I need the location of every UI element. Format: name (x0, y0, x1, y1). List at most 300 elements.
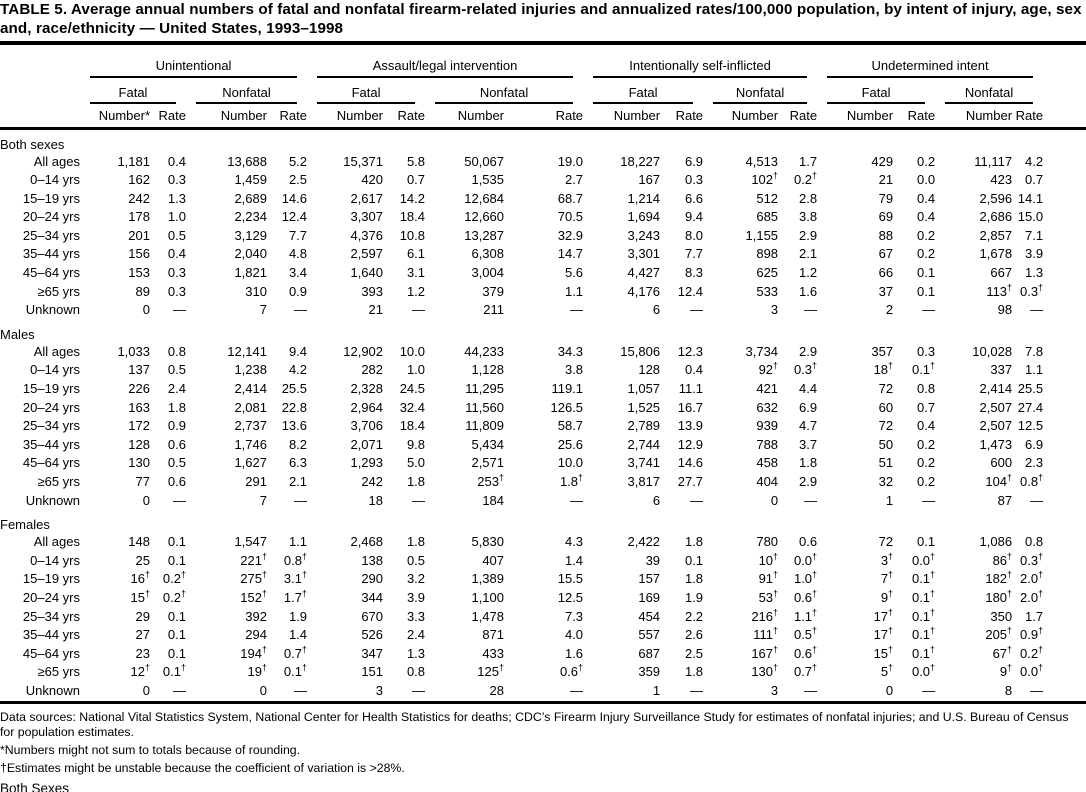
cell: 3,734 (745, 343, 779, 359)
cell: 21 (368, 302, 384, 318)
cell: 172 (128, 418, 150, 434)
cell: — (1030, 492, 1044, 508)
column-header: Number (425, 104, 504, 128)
cell: 423 (990, 172, 1013, 188)
row-label: 35–44 yrs (22, 627, 80, 643)
header-spacer (0, 104, 80, 128)
row-label: 25–34 yrs (22, 227, 80, 243)
table-row (0, 283, 1086, 302)
cell: 625 (756, 265, 779, 281)
cell: 0.1† (911, 644, 936, 661)
cell: 1,128 (471, 362, 505, 378)
cell: 5.2 (288, 153, 308, 169)
cell: 1 (652, 682, 661, 698)
cell: 0.1 (916, 283, 936, 299)
dagger-footnote-marker: † (1038, 663, 1044, 674)
column-header: Rate (1012, 104, 1043, 128)
dagger-footnote-marker: † (930, 625, 936, 636)
cell: 1.2 (798, 265, 818, 281)
cell: 8.3 (684, 265, 704, 281)
cell: 667 (990, 265, 1013, 281)
cell: 0.2† (793, 170, 818, 188)
cell: 12.9 (677, 436, 704, 452)
cell: 1.8† (559, 472, 584, 489)
cell: 871 (482, 627, 505, 643)
cell: 685 (756, 209, 779, 225)
dagger-footnote-marker: † (773, 625, 779, 636)
cell: 5† (880, 663, 894, 680)
intent-group-label: Intentionally self-inflicted (593, 58, 807, 78)
cell: 379 (482, 283, 505, 299)
cell: — (412, 492, 426, 508)
cell: 337 (990, 362, 1013, 378)
cell: 359 (638, 664, 661, 680)
cell: 557 (638, 627, 661, 643)
cell: 0.1 (167, 627, 186, 643)
dagger-footnote-marker: † (888, 551, 894, 562)
cell: 163 (128, 399, 150, 415)
cell: 10.8 (399, 227, 426, 243)
dagger-footnote-marker: † (302, 588, 308, 599)
cell: 2,081 (234, 399, 267, 415)
cell: 2,596 (979, 190, 1013, 206)
outcome-nonfatal (425, 78, 583, 104)
cell: 151 (361, 664, 384, 680)
cell: 407 (482, 552, 505, 568)
cell: 2.8 (798, 190, 818, 206)
cell: 88 (878, 227, 894, 243)
cell: 5.8 (406, 153, 426, 169)
cell: — (690, 682, 704, 698)
dagger-footnote-marker: † (144, 663, 150, 674)
cell: 421 (756, 381, 779, 397)
cell: 3.8 (798, 209, 818, 225)
dagger-footnote-marker: † (812, 551, 818, 562)
cell: 1.1 (564, 283, 584, 299)
row-spacer (1043, 552, 1086, 571)
cell: 5.6 (564, 265, 584, 281)
cell: 14.1 (1017, 190, 1044, 206)
cell: 350 (990, 608, 1013, 624)
dagger-footnote-marker: † (888, 625, 894, 636)
cell: 1.1 (1025, 362, 1044, 378)
cell: — (570, 682, 584, 698)
cell: 5.0 (406, 455, 426, 471)
dagger-footnote-marker: † (578, 472, 584, 483)
cell: 310 (245, 283, 267, 299)
cell: 111† (753, 625, 779, 643)
cell: 1.3 (1025, 265, 1044, 281)
table-row (0, 608, 1086, 627)
row-spacer (1043, 492, 1086, 511)
intent-group-assault (307, 56, 583, 78)
cell: 77 (135, 474, 150, 489)
row-label: All ages (33, 534, 80, 550)
cell: 15† (873, 644, 894, 661)
cell: 7.3 (564, 608, 584, 624)
cell: 18.4 (399, 209, 426, 225)
cell: — (570, 302, 584, 318)
cell: 1.9 (684, 589, 704, 605)
cell: 0.1 (916, 265, 936, 281)
cell: 2,789 (627, 418, 661, 434)
cell: 11.1 (678, 381, 704, 397)
table-row (0, 589, 1086, 608)
cell: 0.1 (167, 552, 186, 568)
cell: 1.8 (684, 664, 704, 680)
outcome-label: Fatal (827, 85, 925, 104)
cell: 3.3 (406, 608, 426, 624)
cell: 10.0 (557, 455, 584, 471)
cell: 2,597 (350, 246, 384, 262)
cell: 7† (880, 570, 894, 587)
cell: 50,067 (464, 153, 505, 169)
table-row (0, 301, 1086, 320)
cell: 1.8 (406, 534, 426, 550)
cell: 2,040 (234, 246, 267, 262)
section-label: Males (0, 326, 35, 342)
dagger-footnote-marker: † (261, 663, 267, 674)
cell: 1,678 (979, 246, 1013, 262)
cell: 58.7 (557, 418, 584, 434)
cell: 7.1 (1025, 227, 1044, 243)
dagger-footnote-marker: † (812, 663, 818, 674)
cell: 1.0 (167, 209, 186, 225)
dagger-footnote-marker: † (888, 570, 894, 581)
cell: 0.9 (288, 283, 308, 299)
cell: 0 (142, 682, 150, 698)
cell: 1.7† (283, 588, 308, 605)
outcome-label: Nonfatal (713, 85, 807, 104)
table-row (0, 245, 1086, 264)
cell: 6.9 (1025, 436, 1044, 452)
cell: 2,414 (979, 381, 1013, 397)
cell: 6.6 (684, 190, 704, 206)
cell: 0.5 (167, 227, 186, 243)
cell: 0.7 (1025, 172, 1044, 188)
column-header: Rate (893, 104, 935, 128)
cell: 1,293 (350, 455, 384, 471)
cell: 2,507 (979, 399, 1013, 415)
cell: 7 (259, 302, 267, 318)
cell: 898 (756, 246, 779, 262)
cell: 1,086 (979, 534, 1013, 550)
row-label: 0–14 yrs (30, 552, 80, 568)
row-label: ≥65 yrs (37, 474, 80, 489)
cell: 6,308 (471, 246, 505, 262)
cell: — (804, 302, 818, 318)
section-label: Females (0, 517, 50, 533)
cell: 4.2 (1025, 153, 1044, 169)
dagger-footnote-marker: † (1007, 551, 1013, 562)
cell: 216† (751, 607, 779, 624)
row-label: 15–19 yrs (22, 190, 80, 206)
dagger-footnote-marker: † (812, 361, 818, 372)
cell: 87 (997, 492, 1013, 508)
section-label-row (0, 320, 1086, 343)
cell: 0.6 (167, 474, 186, 489)
outcome-fatal (817, 78, 935, 104)
column-header: Rate (267, 104, 307, 128)
cell: 9† (999, 663, 1013, 680)
cell: 0 (259, 682, 267, 698)
cell: 1,214 (627, 190, 661, 206)
cell: 0.3 (167, 265, 186, 281)
cell: 0.0 (916, 172, 936, 188)
section-label-row (0, 128, 1086, 153)
cell: 687 (638, 645, 661, 661)
cell: — (294, 492, 308, 508)
dagger-footnote-marker: † (773, 361, 779, 372)
cell: 2,328 (350, 381, 384, 397)
footnote-data-sources: Data sources: National Vital Statistics System, National Center for Health Statistics for deaths; CDC’s Firearm Injury Surveillance Study for estimates of nonfatal injuries; and U.S. Bureau of Census for population estimates. (0, 709, 1069, 739)
dagger-footnote-marker: † (773, 551, 779, 562)
dagger-footnote-marker: † (773, 607, 779, 618)
cell: 0.4 (684, 362, 704, 378)
dagger-footnote-marker: † (302, 551, 308, 562)
row-spacer (1043, 626, 1086, 645)
cell: 221† (240, 551, 267, 568)
row-label: 20–24 yrs (22, 399, 80, 415)
row-label: 0–14 yrs (30, 362, 80, 378)
cell: 1,535 (471, 172, 505, 188)
dagger-footnote-marker: † (812, 644, 818, 655)
cell: 1,473 (979, 436, 1013, 452)
cell: 2,234 (234, 209, 267, 225)
cell: 25.6 (557, 436, 584, 452)
cell: 27.7 (677, 474, 704, 489)
cell: 0.2 (916, 227, 936, 243)
dagger-footnote-marker: † (1038, 551, 1044, 562)
cell: — (690, 492, 704, 508)
cell: 1,033 (117, 343, 150, 359)
cell: 13.6 (281, 418, 308, 434)
cell: 25.5 (1017, 381, 1044, 397)
cell: — (412, 682, 426, 698)
dagger-footnote-marker: † (302, 644, 308, 655)
outcome-nonfatal (703, 78, 817, 104)
cell: 157 (638, 571, 661, 587)
outcome-label: Nonfatal (945, 85, 1033, 104)
intent-group-undetermined (817, 56, 1043, 78)
cell: 0.6† (559, 663, 584, 680)
cell: 22.8 (281, 399, 308, 415)
cell: 3,243 (627, 227, 661, 243)
cell: 2,744 (627, 436, 661, 452)
cell: 44,233 (464, 343, 505, 359)
cell: 3,301 (627, 246, 661, 262)
cell: 9† (880, 588, 894, 605)
intent-group-label: Unintentional (90, 58, 297, 78)
dagger-footnote-marker: † (1038, 625, 1044, 636)
cell: 167† (751, 644, 779, 661)
cell: 0.2† (1019, 644, 1044, 661)
cell: 0.2 (916, 153, 936, 169)
cell: 2,414 (234, 381, 267, 397)
cell: 1,459 (234, 172, 267, 188)
cell: 0.4 (167, 246, 186, 262)
cell: 458 (756, 455, 779, 471)
cell: 18.4 (399, 418, 426, 434)
cell: 0.7† (283, 644, 308, 661)
cell: 2.9 (798, 474, 818, 489)
cell: 3.2 (406, 571, 426, 587)
dagger-footnote-marker: † (812, 170, 818, 181)
cell: 6.1 (406, 246, 426, 262)
cell: 1,057 (627, 381, 661, 397)
column-header: Number (817, 104, 893, 128)
cell: 91† (758, 570, 779, 587)
column-header: Rate (778, 104, 817, 128)
cell: 70.5 (557, 209, 584, 225)
column-header: Rate (660, 104, 703, 128)
cell: 6.9 (684, 153, 704, 169)
cell: 0.2 (916, 474, 936, 489)
table-row (0, 570, 1086, 589)
cell: 67 (878, 246, 894, 262)
cell: 1.8 (167, 399, 186, 415)
table-row (0, 227, 1086, 246)
cell: 393 (361, 283, 384, 299)
cell: 0.5† (793, 625, 818, 643)
row-spacer (1043, 227, 1086, 246)
cell: — (690, 302, 704, 318)
dagger-footnote-marker: † (1007, 588, 1013, 599)
row-label: All ages (33, 153, 80, 169)
dagger-footnote-marker: † (499, 663, 505, 674)
cell: 12.4 (677, 283, 704, 299)
cell: 0.6 (798, 534, 818, 550)
cell: 25.5 (281, 381, 308, 397)
cell: 7.8 (1025, 343, 1044, 359)
cell: 167 (638, 172, 661, 188)
cell: 0.8 (1025, 534, 1044, 550)
cell: 670 (361, 608, 384, 624)
cell: 8.0 (684, 227, 704, 243)
cell: 2 (885, 302, 894, 318)
cell: 0.6† (793, 644, 818, 661)
table-row (0, 533, 1086, 552)
cell: 3.1 (406, 265, 426, 281)
data-table (0, 56, 1086, 704)
cell: 12,141 (227, 343, 267, 359)
cell: 0.2 (916, 246, 936, 262)
row-spacer (1043, 533, 1086, 552)
dagger-footnote-marker: † (930, 607, 936, 618)
cell: 5,434 (471, 436, 505, 452)
cell: 1.4 (564, 552, 584, 568)
cell: 2,689 (234, 190, 267, 206)
row-spacer (1043, 264, 1086, 283)
cell: — (412, 302, 426, 318)
cell: 16† (130, 570, 150, 587)
dagger-footnote-marker: † (773, 644, 779, 655)
cell: 60 (878, 399, 894, 415)
cell: 0.4 (916, 209, 936, 225)
table-row (0, 264, 1086, 283)
dagger-footnote-marker: † (930, 361, 936, 372)
cell: 211 (483, 302, 505, 318)
cell: 28 (489, 682, 505, 698)
cell: 0.6 (167, 436, 186, 452)
dagger-footnote-marker: † (1038, 570, 1044, 581)
cell: 11,560 (465, 399, 505, 415)
cell: 72 (878, 534, 894, 550)
cell: 113† (986, 282, 1013, 299)
cell: 15.0 (1017, 209, 1044, 225)
column-header: Number (935, 104, 1012, 128)
dagger-footnote-marker: † (1038, 282, 1044, 293)
cell: 1,478 (471, 608, 505, 624)
cell: 194† (240, 644, 267, 661)
cell: 1.8 (684, 571, 704, 587)
cell: 69 (878, 209, 894, 225)
row-spacer (1043, 645, 1086, 664)
outcome-fatal (307, 78, 425, 104)
cell: 4,427 (627, 265, 661, 281)
cell: 0.8 (167, 343, 186, 359)
cell: 4,376 (350, 227, 384, 243)
cell: 2,071 (350, 436, 384, 452)
table-row (0, 454, 1086, 473)
cell: 294 (245, 627, 267, 643)
cell: 3,004 (471, 265, 505, 281)
cell: 0.3 (167, 283, 186, 299)
cell: 3.4 (288, 265, 308, 281)
cell: 0.8† (283, 551, 308, 568)
cell: 2,468 (350, 534, 384, 550)
cell: 0.1† (911, 607, 936, 624)
cell: 3,706 (350, 418, 384, 434)
cell: 4,513 (745, 153, 779, 169)
cell: 7.7 (288, 227, 308, 243)
cell: 632 (756, 399, 779, 415)
cell: 2.5 (288, 172, 308, 188)
cell: 12.3 (677, 343, 704, 359)
cell: 3,817 (627, 474, 661, 489)
cell: 34.3 (557, 343, 584, 359)
cell: 14.2 (399, 190, 426, 206)
cell: 282 (361, 362, 384, 378)
cell: 0 (885, 682, 894, 698)
table-row (0, 361, 1086, 380)
dagger-footnote-marker: † (499, 472, 505, 483)
cell: 512 (756, 190, 779, 206)
cell: 3 (770, 302, 779, 318)
cell: 12.5 (557, 589, 584, 605)
cell: 939 (756, 418, 779, 434)
cell: 53† (758, 588, 779, 605)
dagger-footnote-marker: † (261, 570, 267, 581)
cell: 137 (128, 362, 150, 378)
cell: 253† (477, 472, 505, 489)
cell: 291 (245, 474, 267, 489)
dagger-footnote-marker: † (812, 588, 818, 599)
cell: 10† (758, 551, 779, 568)
cell: — (294, 682, 308, 698)
cell: 0.1 (916, 534, 936, 550)
cell: 128 (638, 362, 661, 378)
cell: 226 (128, 381, 150, 397)
dagger-footnote-marker: † (1038, 644, 1044, 655)
row-label: Unknown (25, 492, 80, 508)
cell: — (570, 492, 584, 508)
cell: 0.1† (911, 588, 936, 605)
next-section-label: Both Sexes (0, 780, 70, 792)
cell: 153 (128, 265, 150, 281)
cell: 18 (368, 492, 384, 508)
cell: — (922, 492, 936, 508)
